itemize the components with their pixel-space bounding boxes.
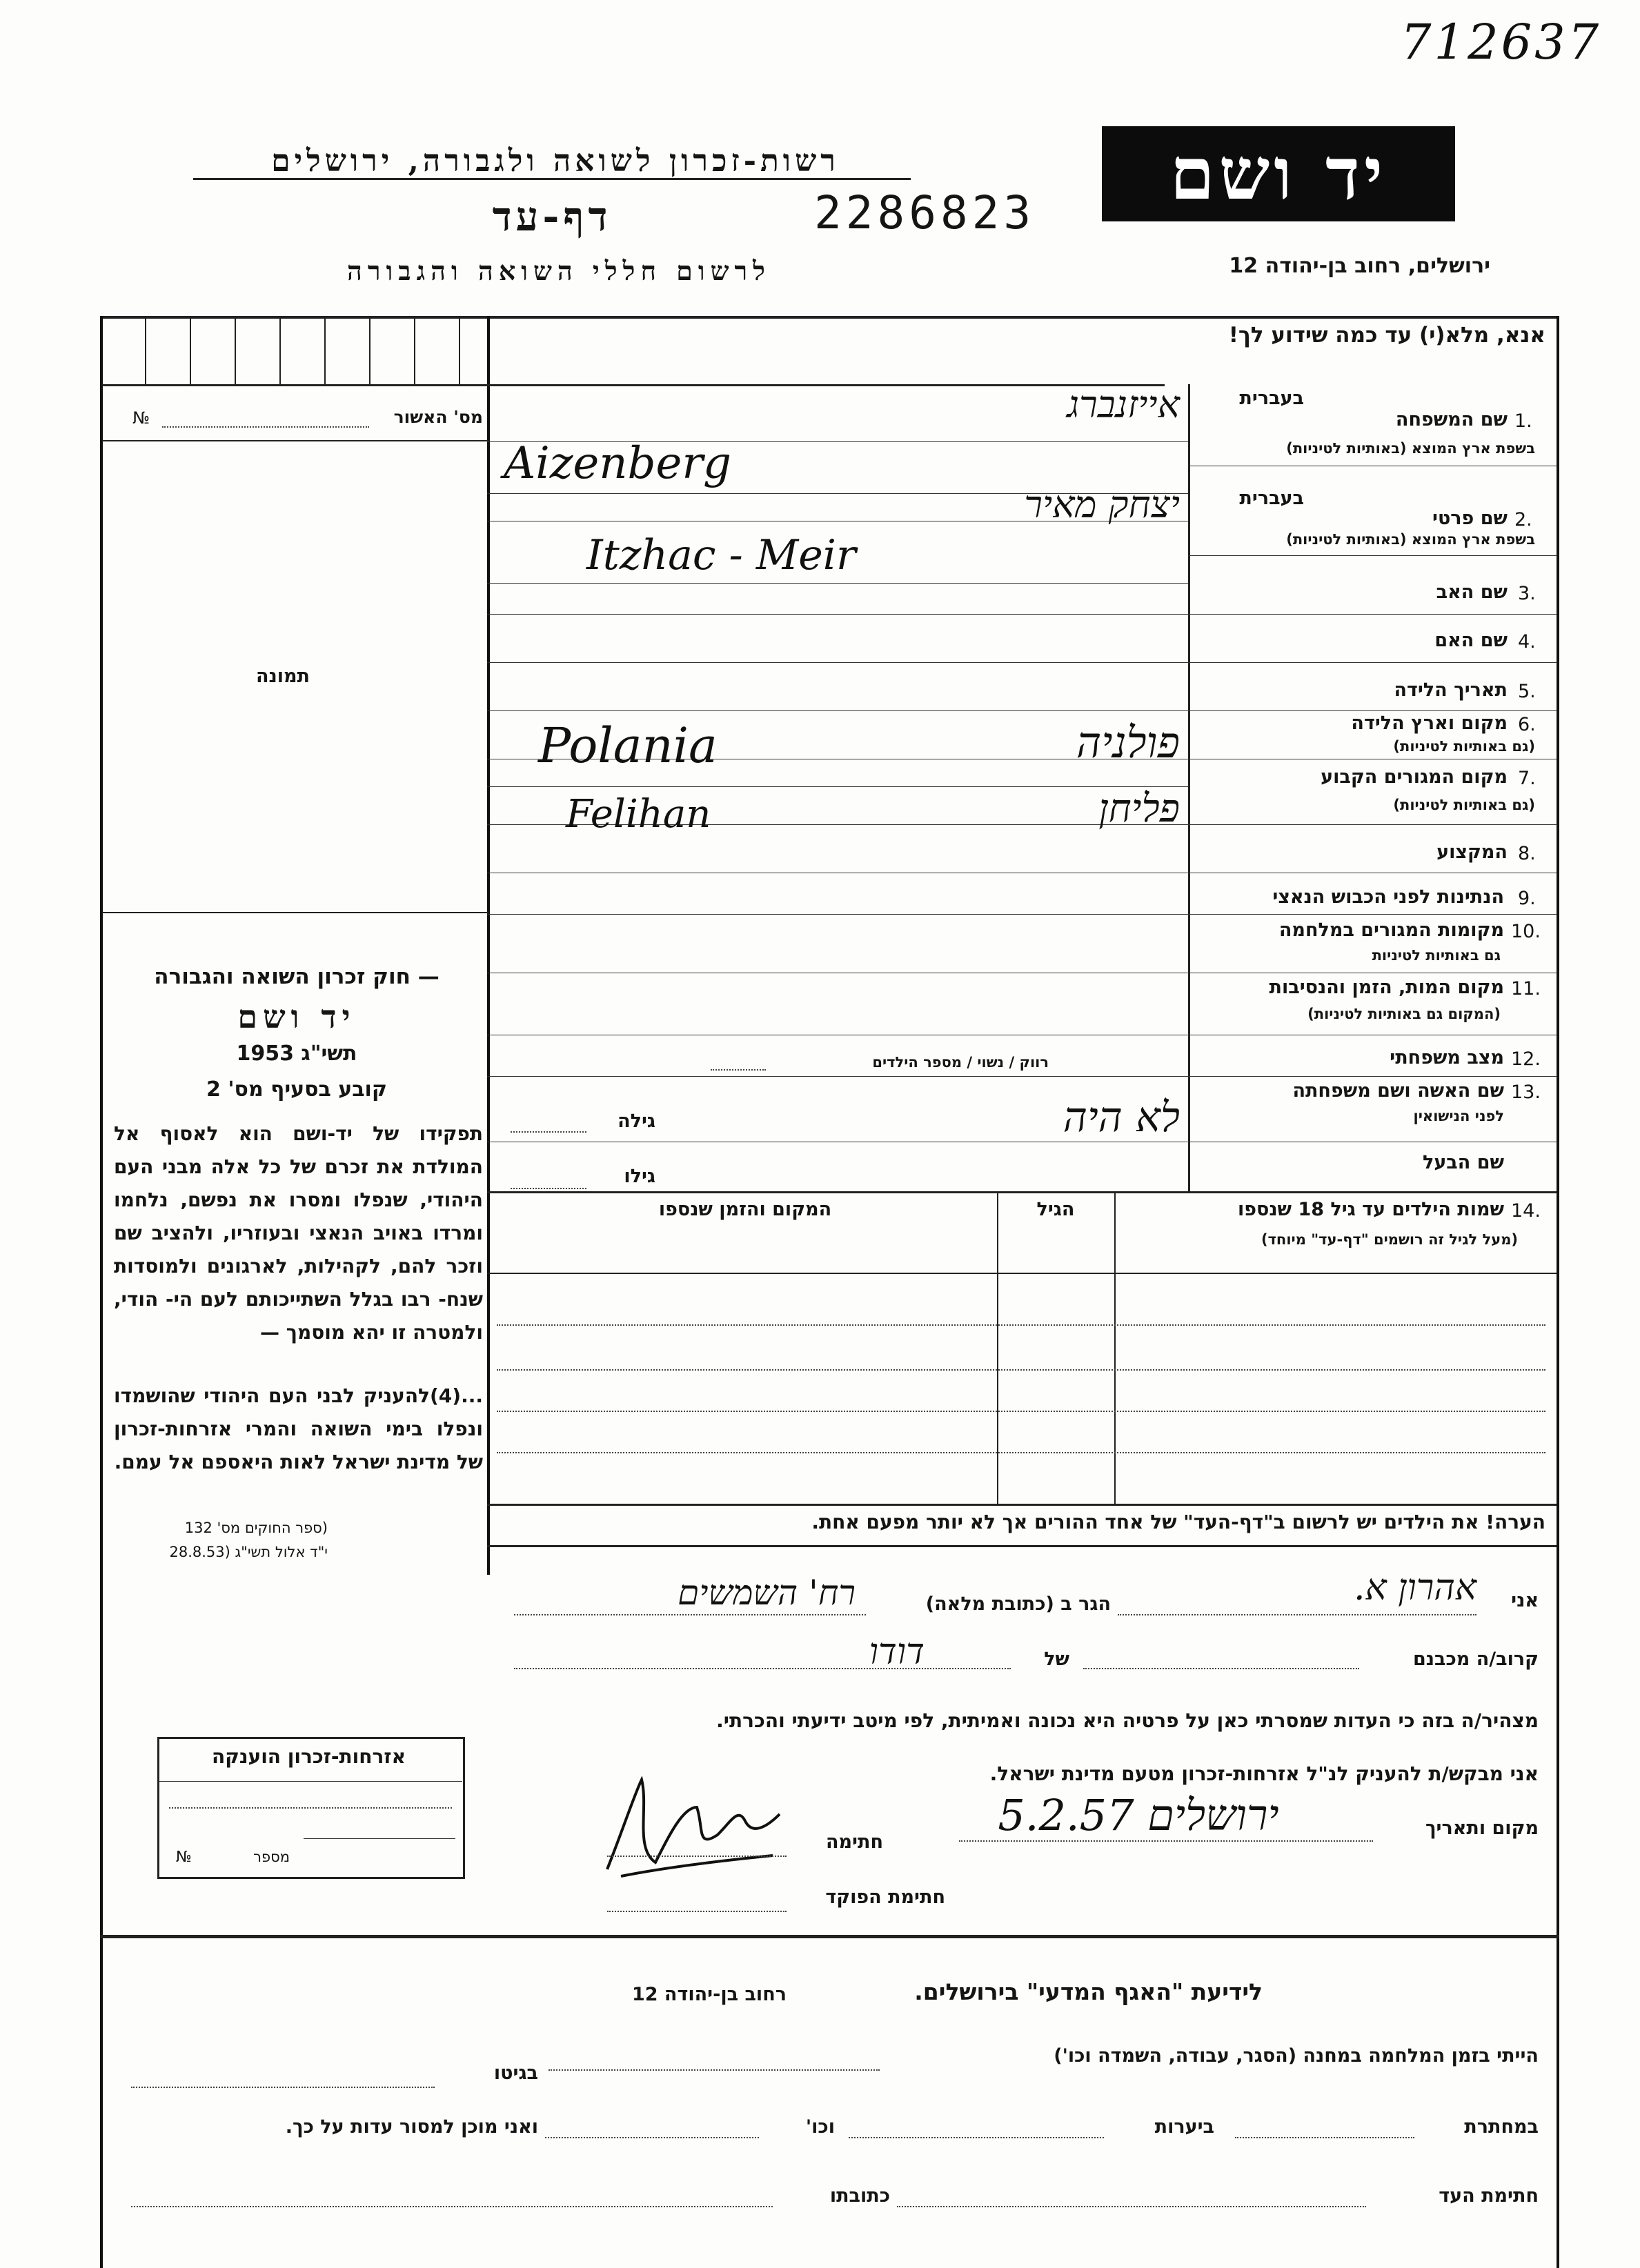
law-name: יד ושם xyxy=(237,998,356,1035)
decl-signature-dots xyxy=(607,1856,787,1857)
decl-place-date-dots xyxy=(959,1840,1373,1842)
field-7-num: 7. xyxy=(1518,768,1536,789)
children-col-place: המקום והזמן שנספו xyxy=(658,1199,832,1220)
children-bottom xyxy=(487,1504,1557,1506)
field-1-value-latin: Aizenberg xyxy=(504,438,731,489)
decl-officer-label: חתימת הפוקד xyxy=(825,1887,945,1908)
field-9-num: 9. xyxy=(1518,888,1536,909)
field-7-label: מקום המגורים הקבוע xyxy=(1321,766,1508,788)
decl-witness-dots xyxy=(1118,1614,1476,1615)
footer-line2-dots-c xyxy=(545,2137,759,2138)
frame-right xyxy=(1557,316,1559,2268)
decl-place-date: ירושלים 5.2.57 xyxy=(998,1790,1279,1840)
authority-underline xyxy=(193,178,911,180)
field-11-sub: (המקום גם באותיות לטיניות) xyxy=(1307,1006,1501,1022)
footer-line2-c: וכו' xyxy=(805,2116,835,2138)
field-7-sub: (גם באותיות לטיניות) xyxy=(1393,797,1535,813)
husband-age-label: גילו xyxy=(624,1166,655,1187)
field-2-hebrew-tag: בעברית xyxy=(1239,488,1304,509)
decl-relation: דודו xyxy=(869,1631,925,1673)
children-col-2 xyxy=(1114,1191,1116,1505)
law-title: — חוק זכרון השואה והגבורה xyxy=(154,964,439,989)
field-13-age-label: גילה xyxy=(618,1111,655,1132)
decl-resides-label: הגר ב (כתובת מלאה) xyxy=(925,1593,1111,1615)
decl-witness-name: אהרון א. xyxy=(1353,1567,1476,1609)
husband-age-dots xyxy=(511,1188,586,1189)
field-3-num: 3. xyxy=(1518,583,1536,604)
children-label: שמות הילדים עד גיל 18 שנספו xyxy=(1237,1199,1504,1220)
decl-i-label: אני xyxy=(1511,1590,1539,1611)
authority-name: רשות-זכרון לשואה ולגבורה, ירושלים xyxy=(271,143,840,179)
footer-top xyxy=(100,1935,1559,1938)
decl-relation-dots xyxy=(1083,1668,1359,1669)
frame-left xyxy=(100,316,103,2268)
citizenship-line-1 xyxy=(159,1781,462,1782)
field-7-value-latin: Felihan xyxy=(566,792,711,837)
law-clause: קובע בסעיף מס' 2 xyxy=(206,1077,387,1102)
form-title: דף-עד xyxy=(492,193,612,240)
field-6-label: מקום וארץ הלידה xyxy=(1351,713,1508,734)
citizenship-dots xyxy=(169,1807,452,1809)
yad-vashem-logo: יד ושם xyxy=(1102,126,1455,221)
children-num: 14. xyxy=(1511,1200,1541,1222)
children-note: הערה! את הילדים יש לרשום ב"דף-העד" של אחד ההורים אך לא יותר מפעם אחת. xyxy=(811,1511,1545,1533)
field-9-label: הנתינות לפני הכבוש הנאצי xyxy=(1272,886,1504,908)
field-4-label: שם האם xyxy=(1434,630,1508,651)
footer-line3-b: כתובתו xyxy=(829,2185,890,2207)
field-13-value-hebrew: לא היה xyxy=(1063,1093,1180,1142)
field-13-num: 13. xyxy=(1511,1082,1541,1103)
law-year: תשי"ג 1953 xyxy=(236,1042,357,1066)
form-subtitle: לרשום חללי השואה והגבורה xyxy=(347,255,771,286)
field-2-value-hebrew: יצחק מאיר xyxy=(1024,483,1180,526)
fields-divider xyxy=(1188,384,1190,1191)
law-text: תפקידו של יד-ושם הוא לאסוף אל המולדת את זכרם של כל אלה מבני העם היהודי, שנפלו ומסרו את נפשם, נלחמו ומרדו באויב הנאצי ובעוזריו, ולהציב שם וזכר להם, לקהילות, לארגונים ולמוסדות שנח- רבו בגלל השתייכותם לעם הי- הודי, ולמטרה זו יהא מוסמך — xyxy=(114,1122,483,1344)
form-number: 2286823 xyxy=(814,186,1036,239)
husband-bottom xyxy=(487,1191,1557,1193)
frame-top xyxy=(100,316,1559,319)
children-col-1 xyxy=(997,1191,998,1505)
note-bottom xyxy=(487,1545,1557,1547)
field-11-label: מקום המות, הזמן והנסיבות xyxy=(1269,977,1504,998)
field-12-options: רווק / נשוי / מספר הילדים xyxy=(872,1054,1049,1071)
approval-bottom xyxy=(102,440,488,441)
field-5-label: תאריך הלידה xyxy=(1394,679,1508,701)
footer-line1-b: בגיטו xyxy=(493,2062,538,2084)
decl-place-date-label: מקום ותאריך xyxy=(1425,1818,1539,1839)
footer-line1-a: הייתי בזמן המלחמה במחנה (הסגר, עבודה, השמדה וכו') xyxy=(1054,2045,1539,2067)
footer-line2-a: במחתרת xyxy=(1464,2116,1539,2138)
decl-address: רח' השמשים xyxy=(678,1573,856,1613)
field-7-value-hebrew: פליחן xyxy=(1098,786,1180,831)
citizenship-box-title: אזרחות-זכרון הוענקה xyxy=(212,1745,406,1768)
footer-line3-dots-a xyxy=(897,2206,1366,2207)
field-6-sub: (גם באותיות לטיניות) xyxy=(1393,738,1535,755)
law-book: (ספר החוקים מס' 132 xyxy=(184,1520,328,1536)
field-1-num: 1. xyxy=(1514,410,1532,432)
footer-line3-a: חתימת העד xyxy=(1439,2185,1539,2207)
field-2-label: שם פרטי xyxy=(1432,508,1508,529)
field-1-value-hebrew: אייזנברג xyxy=(1067,383,1180,426)
citizenship-no-label: מספר xyxy=(253,1849,290,1865)
decl-officer-dots xyxy=(607,1911,787,1912)
field-2-num: 2. xyxy=(1514,509,1532,530)
decl-address-dots xyxy=(514,1614,866,1615)
children-header-line xyxy=(487,1273,1557,1274)
photo-bottom xyxy=(102,912,488,913)
field-2-value-latin: Itzhac - Meir xyxy=(586,531,856,579)
footer-line2-dots-b xyxy=(849,2137,1104,2138)
law-text-2: ...(4)להעניק לבני העם היהודי שהושמדו ונפלו בימי השואה והמרי אזרחות-זכרון של מדינת ישראל לאות היאספם אל עמם. xyxy=(114,1384,483,1473)
photo-label: תמונה xyxy=(255,666,310,687)
archive-id: 712637 xyxy=(1401,14,1602,70)
approval-label: מס' האשור xyxy=(393,407,483,427)
field-5-num: 5. xyxy=(1518,681,1536,702)
field-10-label: מקומות המגורים במלחמה xyxy=(1278,919,1504,941)
decl-request: אני מבקש/ת להעניק לנ"ל אזרחות-זכרון מטעם מדינת ישראל. xyxy=(989,1762,1539,1785)
footer-address: רחוב בן-יהודה 12 xyxy=(631,1984,787,2005)
field-13-age-dots xyxy=(511,1131,586,1133)
field-1-label: שם המשפחה xyxy=(1395,409,1508,430)
field-8-num: 8. xyxy=(1518,843,1536,864)
field-13-label: שם האשה ושם משפחתה xyxy=(1292,1080,1504,1102)
field-10-num: 10. xyxy=(1511,921,1541,942)
footer-line3-dots-b xyxy=(131,2206,773,2207)
field-1-sub: בשפת ארץ המוצא (באותיות לטיניות) xyxy=(1286,440,1535,457)
field-13-sub: לפני הנישואין xyxy=(1413,1108,1504,1124)
footer-line1-dots xyxy=(549,2069,880,2071)
footer-line1-dots-2 xyxy=(131,2087,435,2088)
field-10-sub: גם באותיות לטיניות xyxy=(1372,947,1501,964)
field-6-num: 6. xyxy=(1518,714,1536,735)
decl-of-dots xyxy=(514,1668,1011,1669)
law-date: י"ד אלול תשי"ג (28.8.53 xyxy=(169,1544,328,1560)
instruction: אנא, מלא(י) עד כמה שידוע לך! xyxy=(1228,323,1545,348)
decl-signature-label: חתימה xyxy=(825,1831,883,1853)
citizenship-no: № xyxy=(176,1849,192,1866)
footer-line2-d: ואני מוכן למסור עדות על כך. xyxy=(285,2116,538,2138)
approval-dots xyxy=(162,426,369,428)
citizenship-line-2 xyxy=(304,1838,455,1839)
field-4-num: 4. xyxy=(1518,631,1536,653)
field-6-value-latin: Polania xyxy=(538,717,718,774)
footer-line2-dots-a xyxy=(1235,2137,1414,2138)
left-column-divider xyxy=(487,316,490,1575)
approval-no: № xyxy=(132,408,150,428)
field-2-sub: בשפת ארץ המוצא (באותיות לטיניות) xyxy=(1286,531,1535,548)
field-1-hebrew-tag: בעברית xyxy=(1239,388,1304,409)
footer-line2-b: ביערות xyxy=(1154,2116,1214,2138)
field-11-num: 11. xyxy=(1511,978,1541,999)
decl-of-label: של xyxy=(1044,1649,1069,1670)
decl-relation-label: קרוב/ה מכבנם xyxy=(1412,1649,1539,1670)
field-6-value-hebrew: פולניה xyxy=(1076,717,1180,768)
field-3-label: שם האב xyxy=(1436,581,1508,603)
field-12-label: מצב משפחתי xyxy=(1390,1047,1504,1068)
address: ירושלים, רחוב בן-יהודה 12 xyxy=(1229,254,1490,278)
children-sub: (מעל לגיל זה רושמים "דף-עד" מיוחד) xyxy=(1261,1231,1518,1248)
field-12-num: 12. xyxy=(1511,1048,1541,1070)
children-col-age: הגיל xyxy=(1036,1199,1075,1220)
field-8-label: המקצוע xyxy=(1436,842,1508,863)
decl-affirm: מצהיר/ה בזה כי העדות שמסרתי כאן על פרטיה היא נכונה ואמיתית, לפי מיטב ידיעתי והכרתי. xyxy=(716,1709,1539,1732)
footer-title: לידיעת "האגף המדעי" בירושלים. xyxy=(914,1978,1263,2005)
signature xyxy=(593,1766,800,1890)
husband-label: שם הבעל xyxy=(1422,1152,1504,1173)
field-12-dots xyxy=(711,1069,766,1071)
